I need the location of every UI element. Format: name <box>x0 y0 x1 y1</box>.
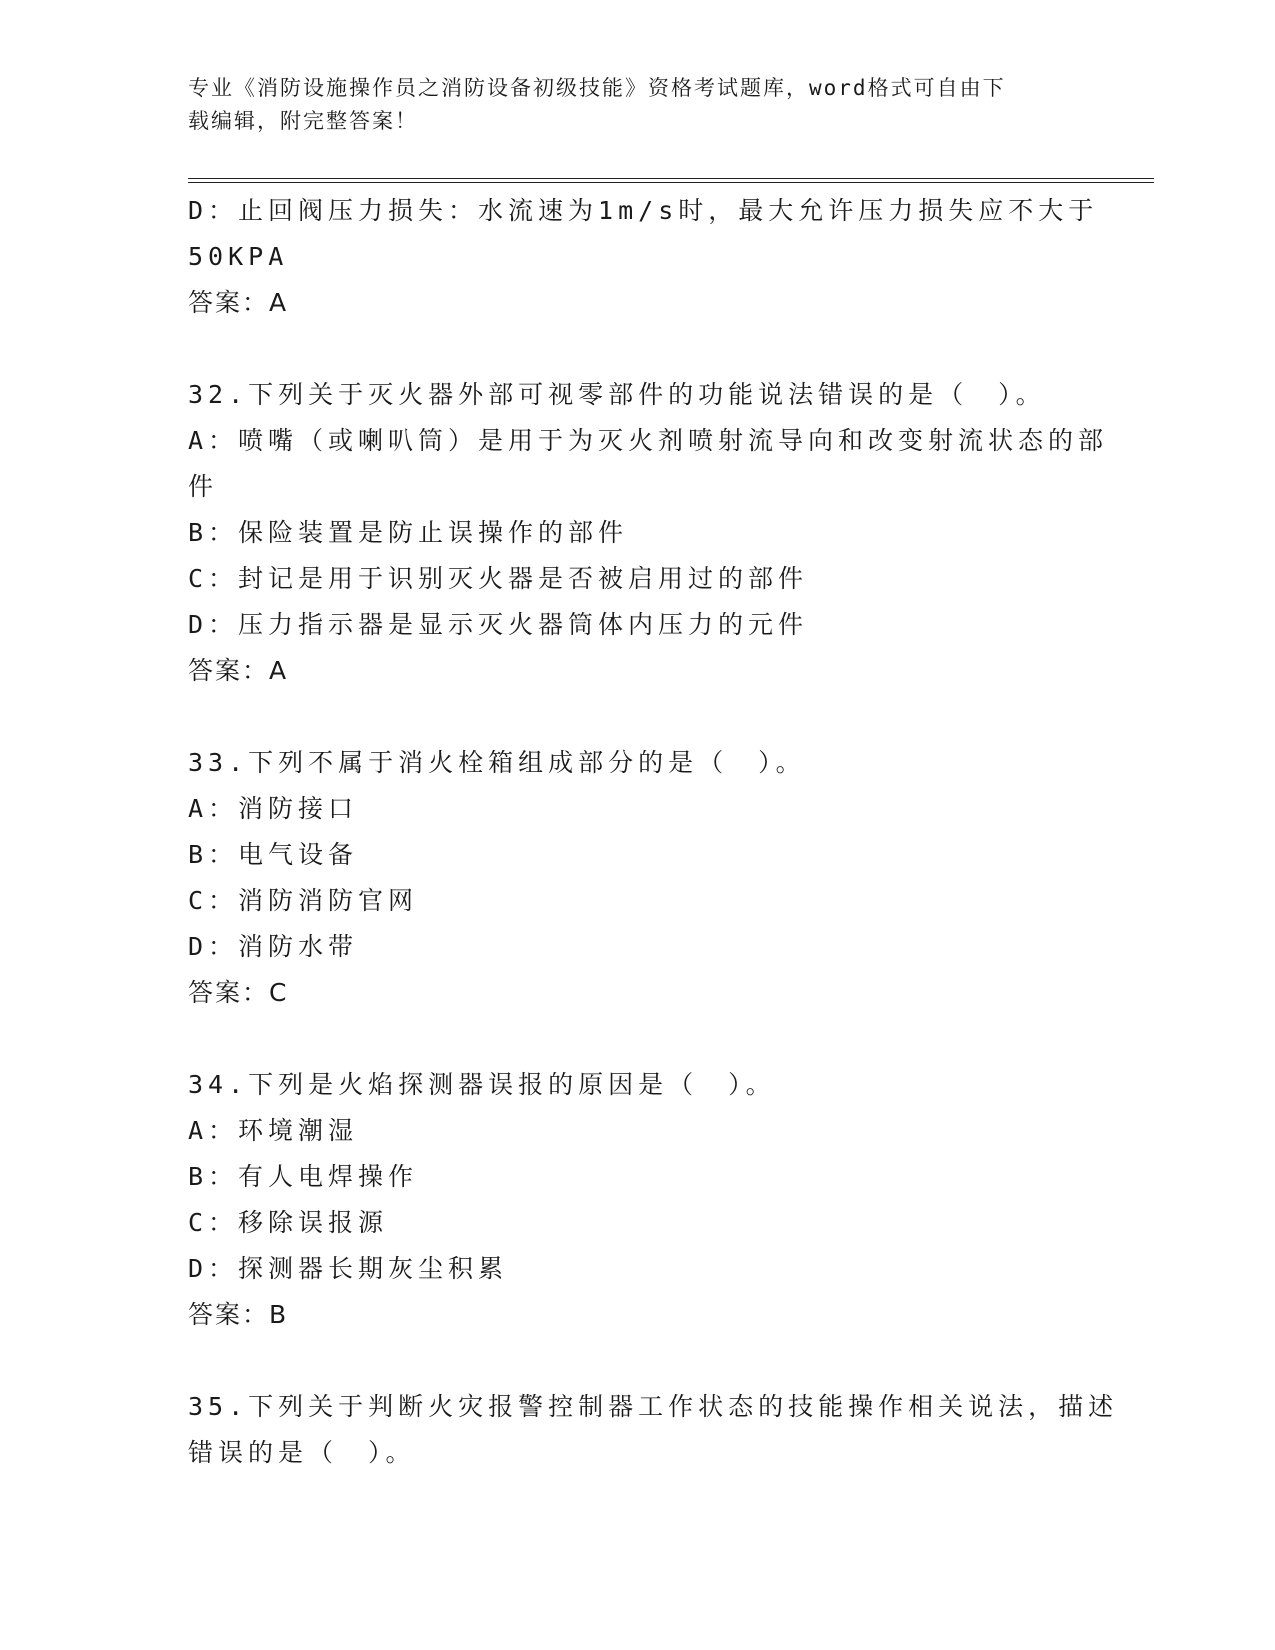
header-line-1: 专业《消防设施操作员之消防设备初级技能》资格考试题库，word格式可自由下 <box>188 76 1006 100</box>
q34-answer: 答案：B <box>188 1300 289 1329</box>
q32-stem: 32.下列关于灭火器外部可视零部件的功能说法错误的是（ ）。 <box>188 380 1046 409</box>
q34-option-a: A：环境潮湿 <box>188 1116 359 1145</box>
q32-option-a-line-1: A：喷嘴（或喇叭筒）是用于为灭火剂喷射流导向和改变射流状态的部 <box>188 426 1109 455</box>
q32-answer: 答案：A <box>188 656 289 685</box>
q32-option-b: B：保险装置是防止误操作的部件 <box>188 518 629 547</box>
spacer <box>188 1338 1088 1384</box>
q35-stem-line-1: 35.下列关于判断火灾报警控制器工作状态的技能操作相关说法，描述 <box>188 1392 1119 1421</box>
q33-option-b: B：电气设备 <box>188 840 359 869</box>
header-rule-top <box>188 178 1154 179</box>
document-header <box>188 72 1068 138</box>
q33-answer: 答案：C <box>188 978 289 1007</box>
q33-stem: 33.下列不属于消火栓箱组成部分的是（ ）。 <box>188 748 806 777</box>
header-line-2: 载编辑，附完整答案！ <box>188 109 418 133</box>
q35-stem-line-2: 错误的是（ ）。 <box>188 1438 416 1467</box>
q33-option-c: C：消防消防官网 <box>188 886 419 915</box>
q31-answer: 答案：A <box>188 288 289 317</box>
q31-option-d-line-1: D：止回阀压力损失：水流速为1m/s时，最大允许压力损失应不大于 <box>188 196 1099 225</box>
spacer <box>188 694 1088 740</box>
q33-option-d: D：消防水带 <box>188 932 359 961</box>
header-rule-bottom <box>188 182 1154 183</box>
q34-option-c: C：移除误报源 <box>188 1208 389 1237</box>
spacer <box>188 326 1088 372</box>
q34-stem: 34.下列是火焰探测器误报的原因是（ ）。 <box>188 1070 776 1099</box>
spacer <box>188 1016 1088 1062</box>
q31-option-d-line-2: 50KPA <box>188 242 289 271</box>
q34-option-d: D：探测器长期灰尘积累 <box>188 1254 509 1283</box>
q32-option-c: C：封记是用于识别灭火器是否被启用过的部件 <box>188 564 809 593</box>
q32-option-d: D：压力指示器是显示灭火器筒体内压力的元件 <box>188 610 809 639</box>
q33-option-a: A：消防接口 <box>188 794 359 823</box>
document-body <box>188 188 1119 1476</box>
q34-option-b: B：有人电焊操作 <box>188 1162 419 1191</box>
q32-option-a-line-2: 件 <box>188 472 219 501</box>
